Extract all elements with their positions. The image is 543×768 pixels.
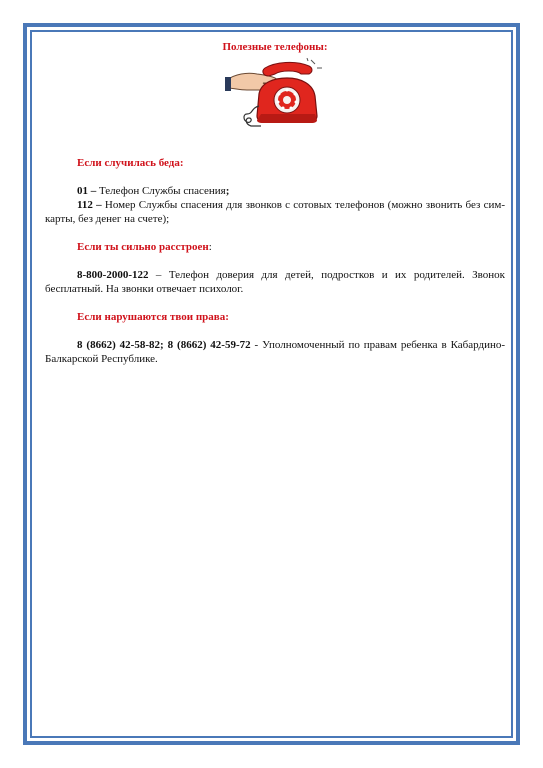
entry-suffix: ; <box>225 185 230 197</box>
phone-description: Номер Службы спасения для звонков с сотовых телефонов (можно звонить без сим-карты, без денег на счете); <box>45 199 505 225</box>
phone-entry-01 <box>45 184 505 198</box>
phone-entry-ombudsman <box>45 338 505 366</box>
phone-description: Телефон Службы спасения <box>96 185 226 197</box>
phone-number: 8 (8662) 42-58-82; 8 (8662) 42-59-72 <box>77 339 251 351</box>
phone-entry-112 <box>45 198 505 226</box>
phone-description: - Уполномоченный по правам ребенка в Кабардино-Балкарской Республике. <box>45 339 506 365</box>
phone-number: 8-800-2000-122 <box>77 269 149 281</box>
heading-text: Если ты сильно расстроен <box>77 241 209 253</box>
phone-entry-helpline <box>45 268 505 296</box>
phone-description: – Телефон доверия для детей, подростков и их родителей. Звонок бесплатный. На звонки отвечает психолог. <box>45 269 505 295</box>
page-title: Полезные телефоны: <box>222 41 328 53</box>
heading-colon: : <box>208 241 212 253</box>
phone-number: 112 – <box>77 199 102 211</box>
section-heading-upset <box>45 240 505 254</box>
telephone-with-hand-icon <box>45 58 505 130</box>
section-heading-emergency: Если случилась беда: <box>77 157 184 169</box>
section-heading-rights: Если нарушаются твои права: <box>77 311 229 323</box>
phone-number: 01 – <box>77 185 97 197</box>
document-body <box>45 38 505 366</box>
